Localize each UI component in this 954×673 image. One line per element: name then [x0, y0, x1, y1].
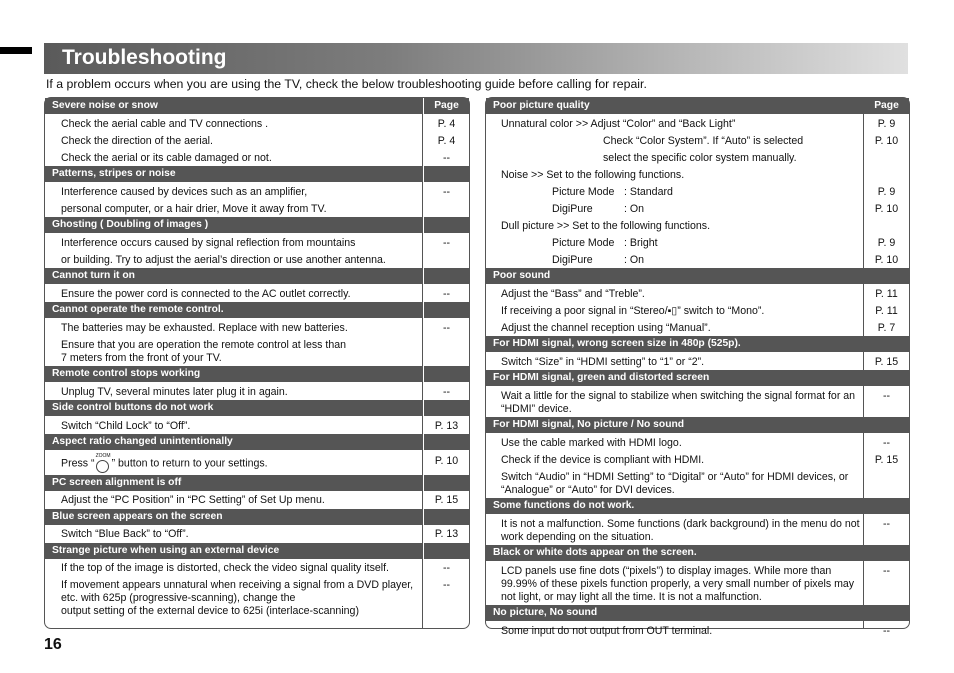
table-row: Check “Color System”. If “Auto” is selected P. 10 [603, 134, 899, 147]
section-header: Strange picture when using an external device [45, 543, 469, 560]
table-row: Check the direction of the aerial. P. 4 [61, 134, 456, 147]
table-row: Noise >> Set to the following functions. [501, 168, 685, 181]
table-row: Some input do not output from OUT terminal. -- [501, 624, 891, 637]
intro-text: If a problem occurs when you are using the TV, check the below troubleshooting guide before calling for repair. [46, 77, 647, 91]
table-row: Switch “Child Lock” to “Off”. P. 13 [61, 419, 459, 432]
table-row: Switch “Audio” in “HDMI Setting” to “Digital” or “Auto” for HDMI devices, or “Analogue” or “Auto” for DVI devices. [501, 470, 849, 496]
table-row: Switch “Size” in “HDMI setting” to “1” or “2”. P. 15 [501, 355, 899, 368]
table-row: Interference caused by devices such as an amplifier, -- [61, 185, 451, 198]
section-header: Poor picture quality Page [486, 98, 909, 115]
table-row: Press “ ZOOM ” button to return to your settings. P. 10 [45, 451, 469, 475]
section-header: Some functions do not work. [486, 498, 909, 515]
page-number: 16 [44, 636, 62, 653]
table-row: Wait a little for the signal to stabilize when switching the signal format for an “HDMI” device. -- [501, 389, 891, 415]
right-troubleshooting-table [485, 97, 910, 637]
section-header: Remote control stops working [45, 366, 469, 383]
section-header: Ghosting ( Doubling of images ) [45, 217, 469, 234]
table-row: Picture Mode : Standard P. 9 [552, 185, 896, 198]
table-row: If movement appears unnatural when receiving a signal from a DVD player, etc. with 625p (progressive-scanning), change the output setting of the external device to 625i (interlace-scanning) -- [61, 579, 451, 617]
table-row: If the top of the image is distorted, check the video signal quality itself. -- [61, 562, 451, 574]
table-row: Adjust the “Bass” and “Treble”. P. 11 [501, 287, 898, 300]
section-header: Severe noise or snow Page [45, 98, 469, 115]
table-row: DigiPure : On P. 10 [552, 253, 899, 266]
table-row: Adjust the channel reception using “Manual”. P. 7 [501, 321, 896, 334]
zoom-button-icon: ZOOM [96, 454, 111, 473]
table-row: Unnatural color >> Adjust “Color” and “Back Light” P. 9 [501, 117, 896, 130]
table-row: DigiPure : On P. 10 [552, 202, 899, 215]
table-row: Check the aerial cable and TV connections . P. 4 [61, 117, 456, 130]
table-row: Picture Mode : Bright P. 9 [552, 236, 896, 249]
section-header: For HDMI signal, wrong screen size in 480p (525p). [486, 336, 909, 353]
section-header: Poor sound [486, 268, 909, 285]
page-column-label: Page [863, 98, 909, 114]
section-header: PC screen alignment is off [45, 475, 469, 492]
table-row: Switch “Blue Back” to “Off”. P. 13 [61, 528, 459, 540]
table-row: If receiving a poor signal in “Stereo/▪▯” switch to “Mono”. P. 11 [501, 304, 898, 317]
table-row: LCD panels use fine dots (“pixels”) to display images. While more than 99.99% of these pixels function properly, a very small number of pixels may not light, or may light all the time. It is not a malfunction. -- [501, 564, 891, 603]
page-column-divider [863, 98, 864, 628]
table-row: Unplug TV, several minutes later plug it in again. -- [61, 385, 451, 398]
table-row: It is not a malfunction. Some functions (dark background) in the menu do not work depending on the situation. -- [501, 517, 891, 543]
table-row: Dull picture >> Set to the following functions. [501, 219, 711, 232]
table-row: Ensure that you are operation the remote control at less than 7 meters from the front of your TV. [61, 338, 347, 364]
table-row: Adjust the “PC Position” in “PC Setting” of Set Up menu. P. 15 [61, 494, 459, 506]
page-tab-marker [0, 47, 32, 54]
section-header: Aspect ratio changed unintentionally [45, 434, 469, 451]
table-row: personal computer, or a hair drier, Move it away from TV. [61, 202, 327, 215]
table-row: Interference occurs caused by signal reflection from mountains -- [61, 236, 451, 249]
page-title: Troubleshooting [62, 46, 227, 69]
section-header: Cannot operate the remote control. [45, 302, 469, 319]
table-row: or building. Try to adjust the aerial’s direction or use another antenna. [61, 253, 386, 266]
section-header: Side control buttons do not work [45, 400, 469, 417]
section-header: No picture, No sound [486, 605, 909, 622]
page-column-label: Page [423, 98, 469, 114]
table-row: The batteries may be exhausted. Replace with new batteries. -- [61, 321, 451, 334]
section-header: Blue screen appears on the screen [45, 509, 469, 526]
section-header: Patterns, stripes or noise [45, 166, 469, 183]
left-troubleshooting-table [44, 97, 470, 629]
section-header: For HDMI signal, green and distorted screen [486, 370, 909, 387]
table-row: Check the aerial or its cable damaged or not. -- [61, 151, 451, 164]
title-bar [44, 43, 908, 74]
section-header: Black or white dots appear on the screen. [486, 545, 909, 562]
table-row: Check if the device is compliant with HDMI. P. 15 [501, 453, 899, 466]
table-row: Ensure the power cord is connected to the AC outlet correctly. -- [61, 287, 451, 300]
table-row: select the specific color system manually. [603, 151, 797, 164]
page-column-divider [422, 98, 423, 628]
table-row: Use the cable marked with HDMI logo. -- [501, 436, 891, 449]
section-header: For HDMI signal, No picture / No sound [486, 417, 909, 434]
section-header: Cannot turn it on [45, 268, 469, 285]
